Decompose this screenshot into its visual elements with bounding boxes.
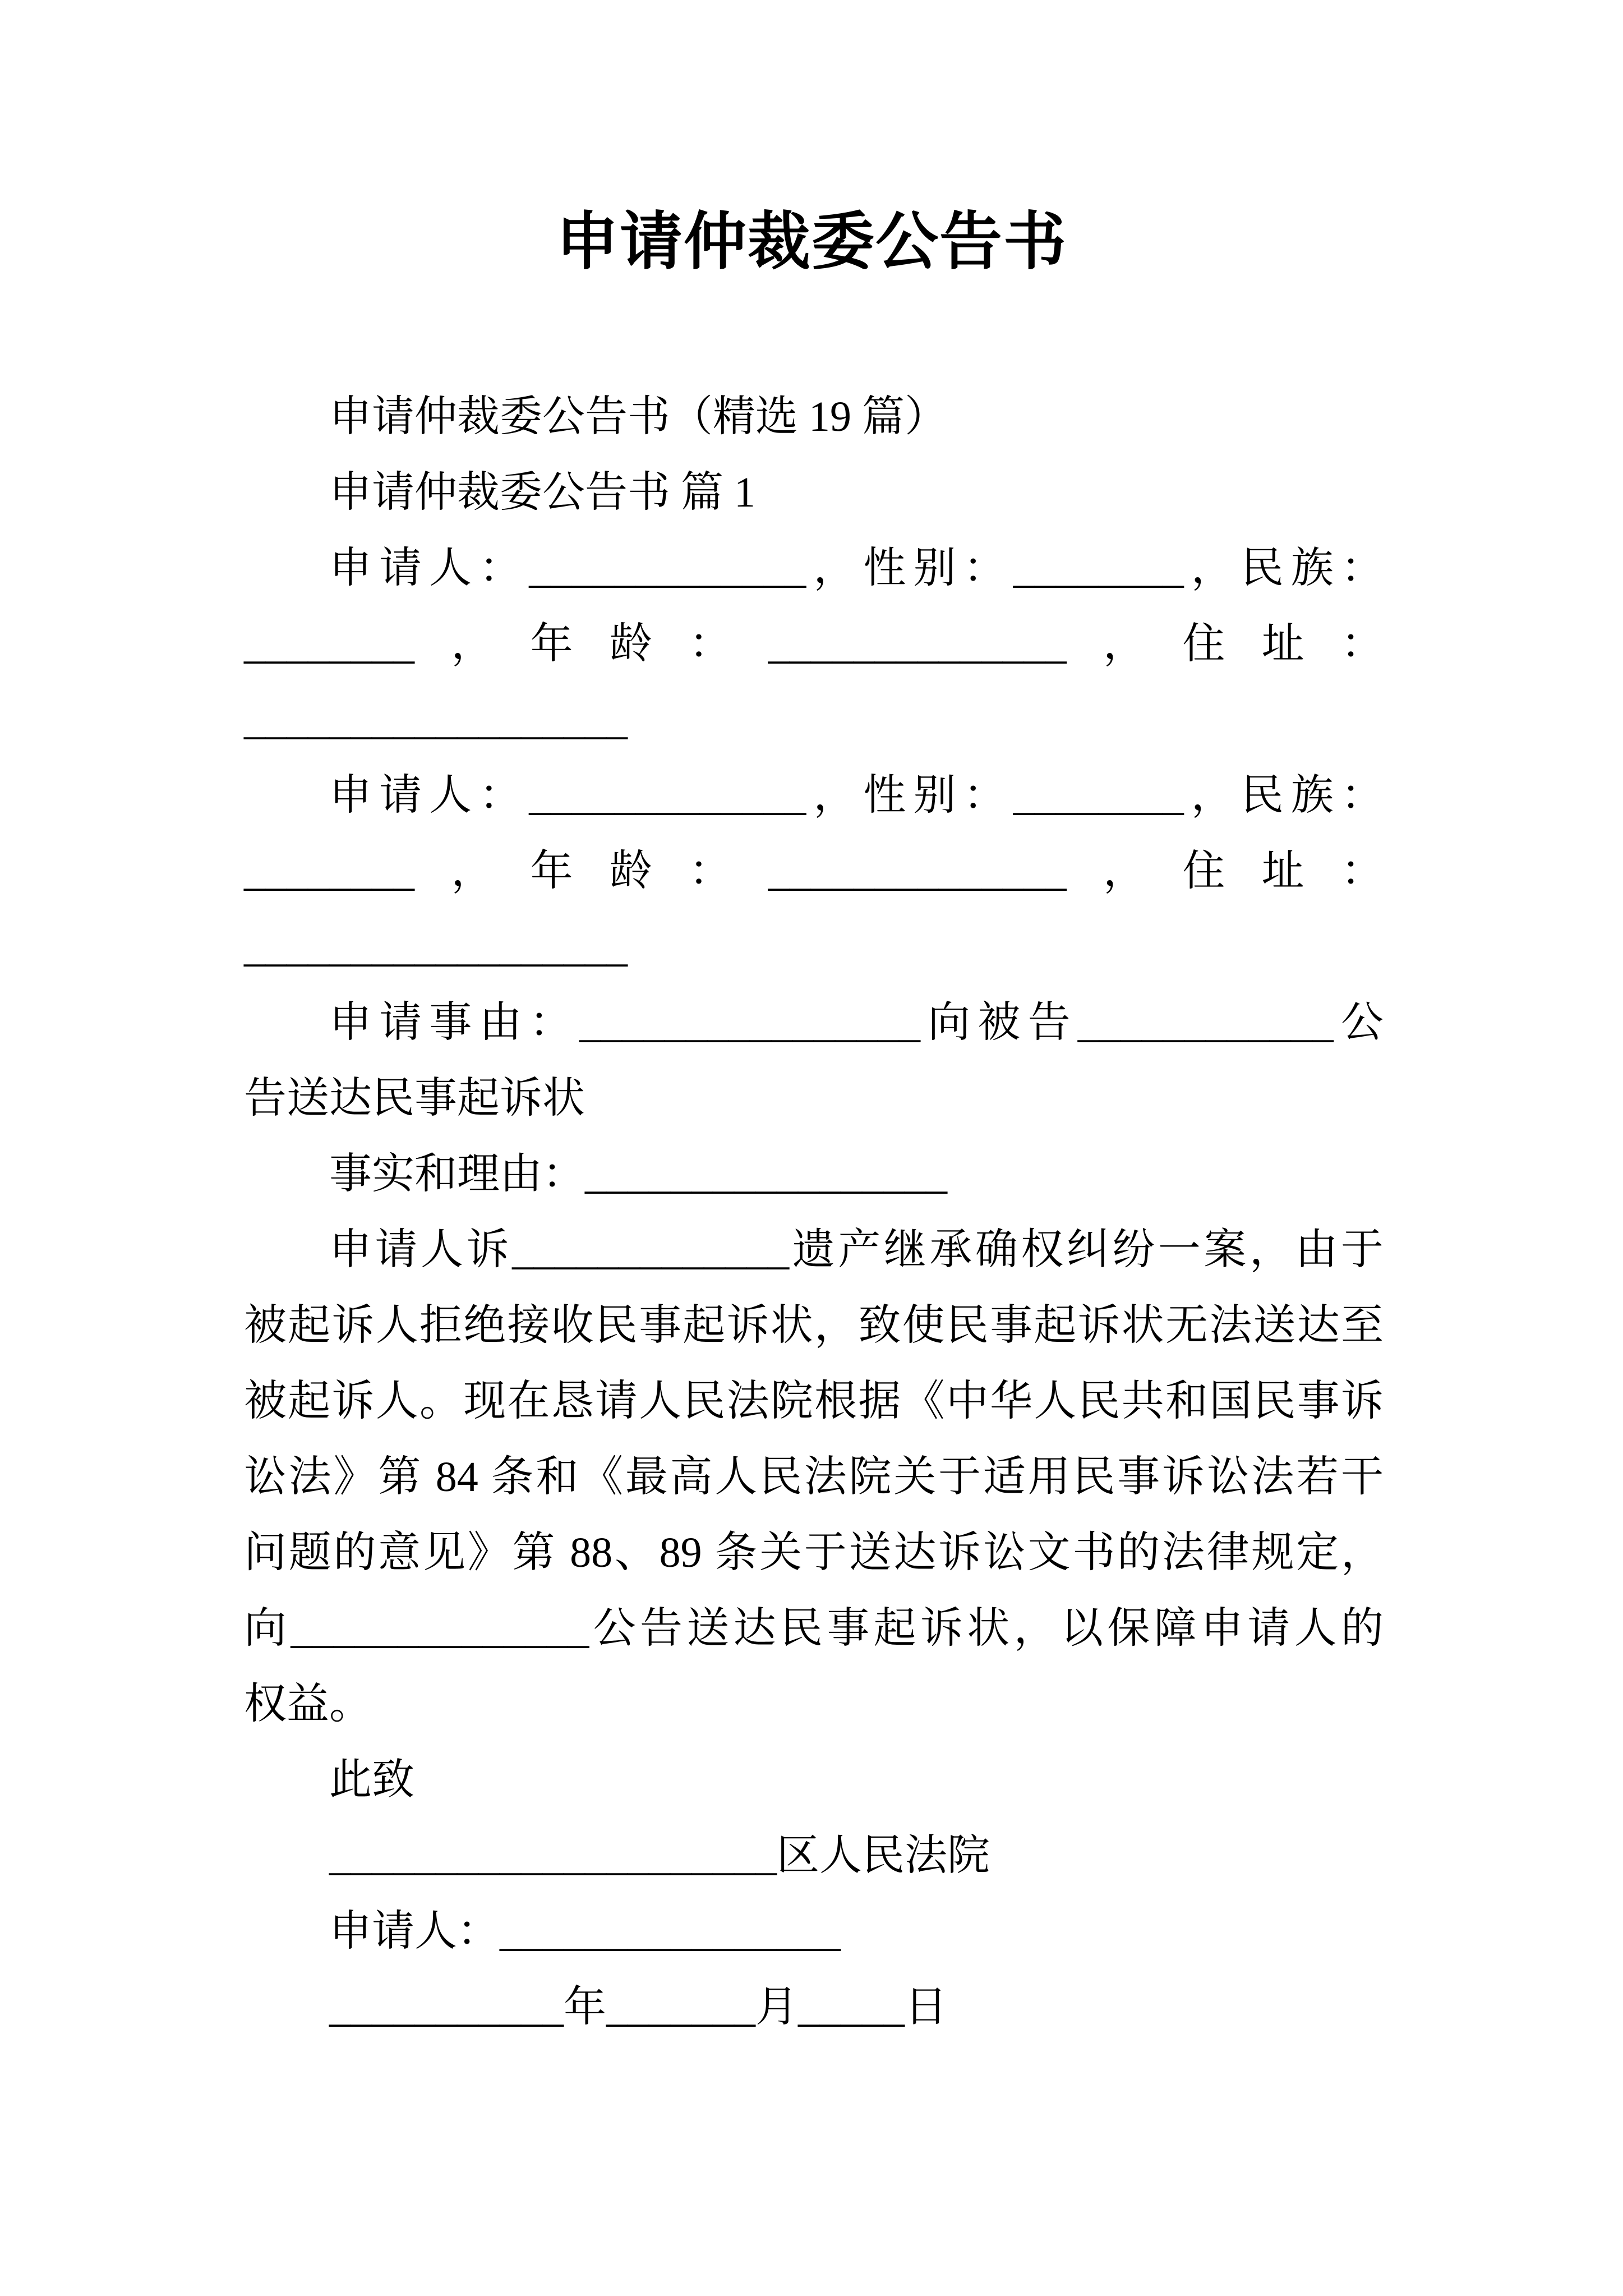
text-line-11: 事实和理由：_________________ <box>329 1151 947 1198</box>
text-line-10: 告送达民事起诉状 <box>244 1075 585 1122</box>
text-line-20: _____________________区人民法院 <box>329 1832 990 1879</box>
text-line-9: 申请事由：________________向被告____________公 <box>329 999 1384 1046</box>
text-line-21: 申请人：________________ <box>329 1908 841 1955</box>
text-line-1: 申请仲裁委公告书（精选 19 篇） <box>329 393 947 440</box>
text-line-19: 此致 <box>329 1756 414 1803</box>
text-line-22: ___________年_______月_____日 <box>329 1984 947 2031</box>
text-line-3: 申请人：_____________，性别：________，民族： <box>329 545 1384 592</box>
text-line-17: 向______________公告送达民事起诉状，以保障申请人的 <box>244 1605 1384 1652</box>
text-line-13: 被起诉人拒绝接收民事起诉状，致使民事起诉状无法送达至 <box>244 1302 1384 1349</box>
text-line-12: 申请人诉_____________遗产继承确权纠纷一案，由于 <box>329 1226 1384 1273</box>
text-line-4: ________，年龄：______________，住址： <box>244 620 1384 668</box>
text-line-16: 问题的意见》第 88、89 条关于送达诉讼文书的法律规定， <box>244 1529 1384 1576</box>
text-line-14: 被起诉人。现在恳请人民法院根据《中华人民共和国民事诉 <box>244 1378 1384 1425</box>
document-body <box>244 379 1384 2045</box>
text-line-2: 申请仲裁委公告书 篇 1 <box>329 469 755 516</box>
text-line-18: 权益。 <box>244 1681 372 1728</box>
text-line-15: 讼法》第 84 条和《最高人民法院关于适用民事诉讼法若干 <box>244 1453 1384 1501</box>
text-line-7: ________，年龄：______________，住址： <box>244 848 1384 895</box>
document-title: 申请仲裁委公告书 <box>556 208 1067 277</box>
text-line-6: 申请人：_____________，性别：________，民族： <box>329 772 1384 819</box>
text-line-8: __________________ <box>244 923 628 970</box>
text-line-5: __________________ <box>244 696 628 743</box>
